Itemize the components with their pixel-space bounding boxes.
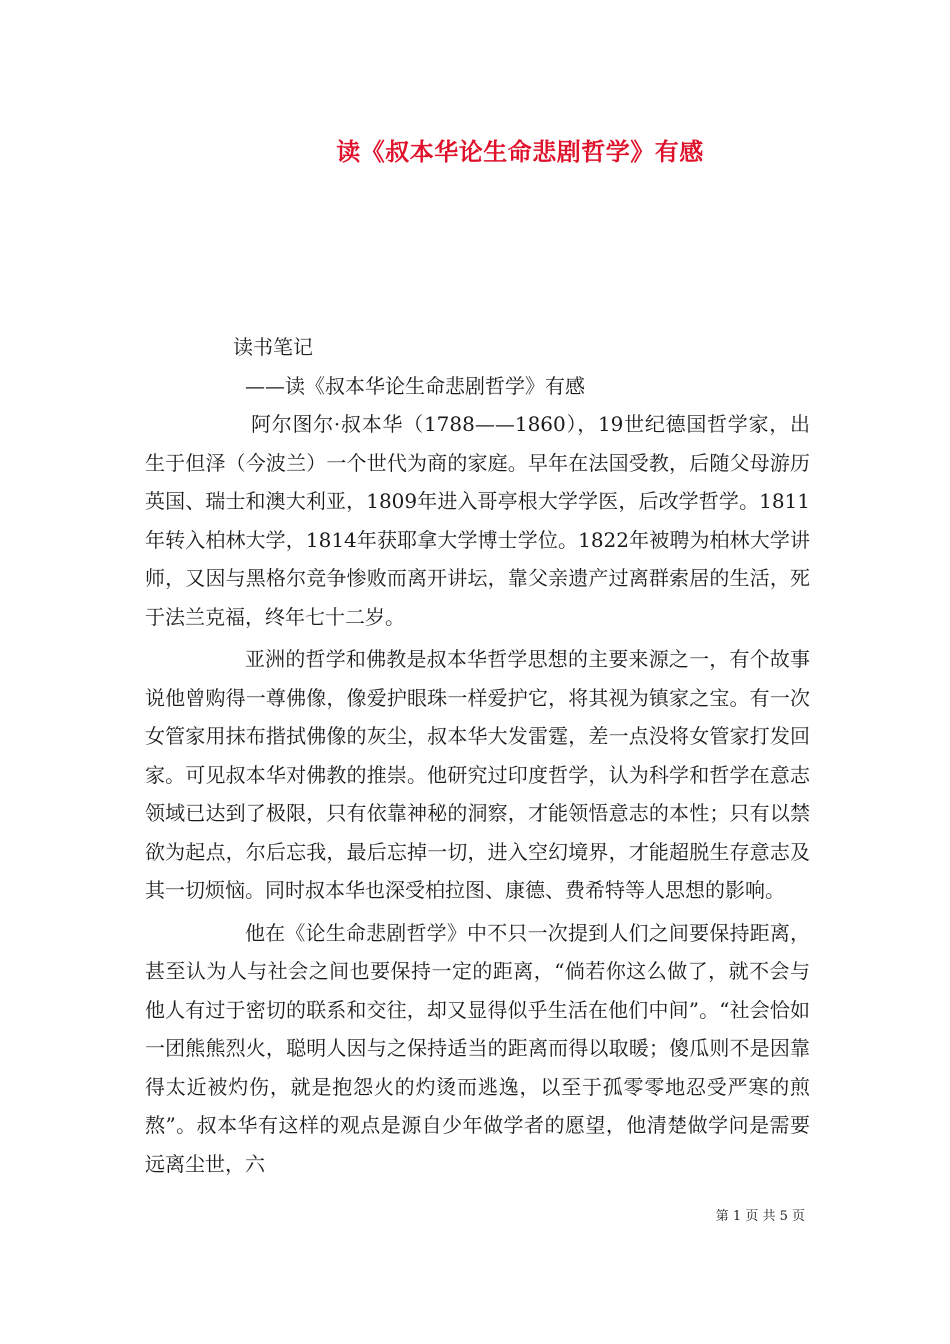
page-number-footer: 第 1 页 共 5 页 (715, 1209, 805, 1224)
subtitle: ——读《叔本华论生命悲剧哲学》有感 (245, 373, 585, 398)
document-body (145, 328, 810, 1183)
paragraph-1: 阿尔图尔·叔本华（1788——1860），19世纪德国哲学家，出生于但泽（今波兰）一个世代为商的家庭。早年在法国受教，后随父母游历英国、瑞士和澳大利亚，1809年进入哥亭根大学学医，后改学哲学。1811年转入柏林大学，1814年获耶拿大学博士学位。1822年被聘为柏林大学讲师，又因与黑格尔竞争惨败而离开讲坛，靠父亲遗产过离群索居的生活，死于法兰克福，终年七十二岁。 (145, 412, 810, 629)
notes-label: 读书笔记 (233, 335, 313, 359)
document-title: 读《叔本华论生命悲剧哲学》有感 (336, 137, 704, 166)
paragraph-2: 亚洲的哲学和佛教是叔本华哲学思想的主要来源之一，有个故事说他曾购得一尊佛像，像爱护眼珠一样爱护它，将其视为镇家之宝。有一次女管家用抹布揩拭佛像的灰尘，叔本华大发雷霆，差一点没将女管家打发回家。可见叔本华对佛教的推崇。他研究过印度哲学，认为科学和哲学在意志领域已达到了极限，只有依靠神秘的洞察，才能领悟意志的本性；只有以禁欲为起点，尔后忘我，最后忘掉一切，进入空幻境界，才能超脱生存意志及其一切烦恼。同时叔本华也深受柏拉图、康德、费希特等人思想的影响。 (145, 647, 810, 902)
paragraph-3: 他在《论生命悲剧哲学》中不只一次提到人们之间要保持距离，甚至认为人与社会之间也要保持一定的距离，“倘若你这么做了，就不会与他人有过于密切的联系和交往，却又显得似乎生活在他们中间”。“社会恰如一团熊熊烈火，聪明人因与之保持适当的距离而得以取暖；傻瓜则不是因靠得太近被灼伤，就是抱怨火的灼烫而逃逸，以至于孤零零地忍受严寒的煎熬”。叔本华有这样的观点是源自少年做学者的愿望，他清楚做学问是需要远离尘世，六 (145, 920, 810, 1176)
